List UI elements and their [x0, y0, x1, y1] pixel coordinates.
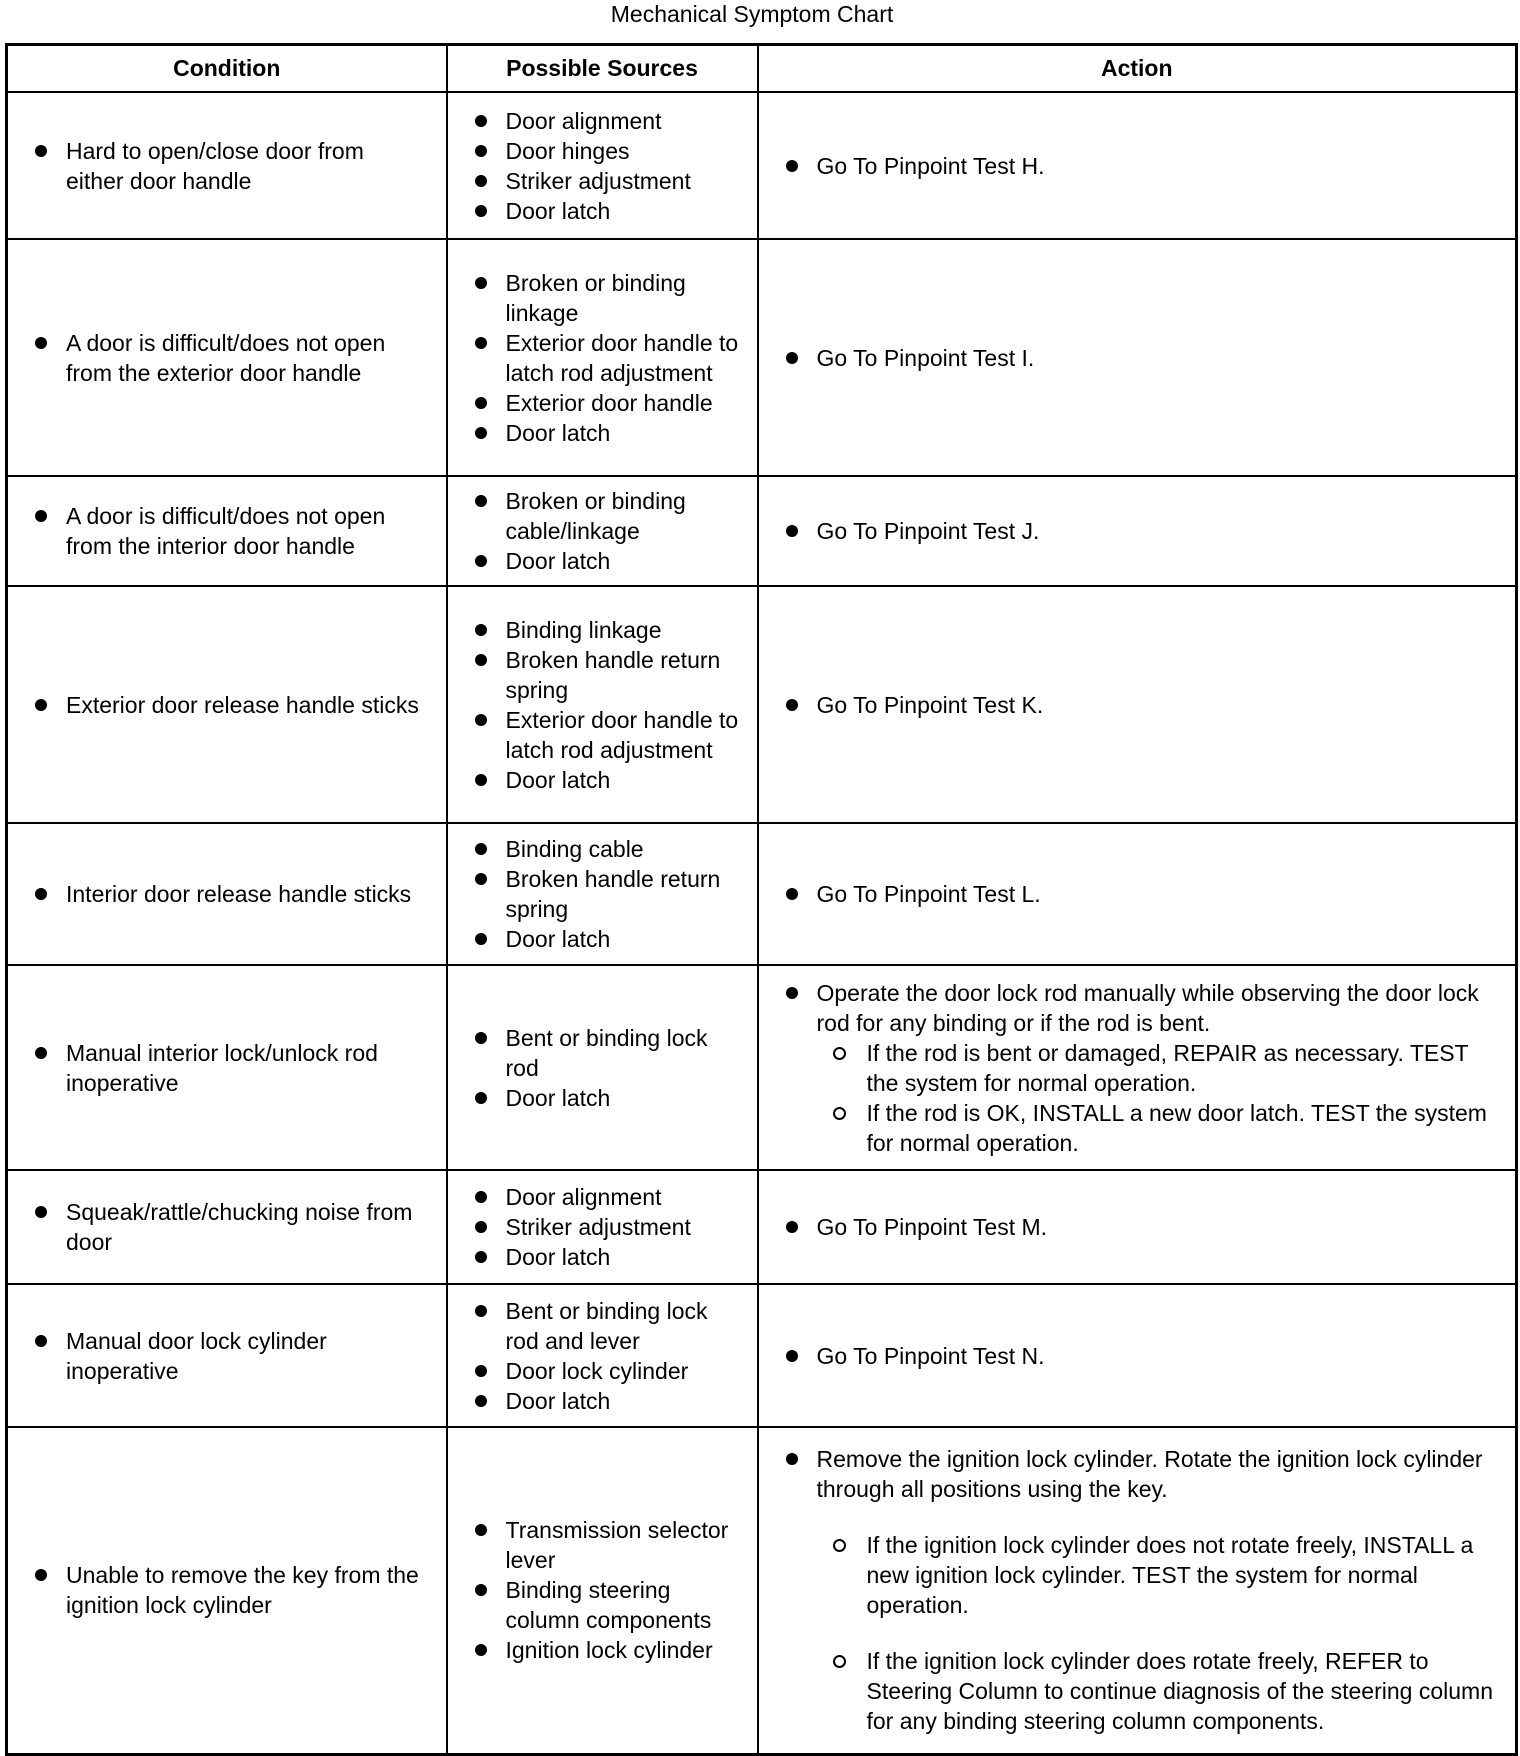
condition-cell [7, 586, 447, 823]
action-cell [758, 1427, 1517, 1754]
bullet-icon [35, 337, 47, 349]
bullet-icon [475, 654, 487, 666]
condition-text: Squeak/rattle/chucking noise from door [66, 1199, 413, 1255]
sub-bullet-icon [833, 1107, 846, 1120]
condition-text: Manual door lock cylinder inoperative [66, 1327, 327, 1384]
sources-cell [447, 586, 758, 823]
source-item: Striker adjustment [505, 1214, 691, 1240]
bullet-icon [35, 1047, 47, 1059]
bullet-icon [475, 1092, 487, 1104]
bullet-icon [475, 714, 487, 726]
bullet-icon [475, 774, 487, 786]
bullet-icon [786, 1453, 798, 1465]
table-row [7, 239, 1517, 476]
source-item: Broken or binding cable/linkage [505, 488, 686, 544]
action-text: Go To Pinpoint Test M. [816, 1214, 1048, 1240]
bullet-icon [475, 1251, 487, 1263]
source-item: Door alignment [505, 1184, 662, 1210]
source-item: Binding steering column components [505, 1577, 712, 1634]
action-text: Remove the ignition lock cylinder. Rotate the ignition lock cylinder through all positions using the key. [816, 1446, 1483, 1503]
bullet-icon [475, 555, 487, 567]
bullet-icon [475, 277, 487, 289]
bullet-icon [475, 495, 487, 507]
action-cell [758, 476, 1517, 586]
source-item: Door latch [505, 766, 611, 793]
condition-text: A door is difficult/does not open from the interior door handle [66, 503, 386, 559]
sub-action-text: If the ignition lock cylinder does rotate freely, REFER to Steering Column to continue diagnosis of the steering column for any binding steering column components. [866, 1648, 1493, 1735]
sources-cell [447, 1427, 758, 1754]
bullet-icon [475, 1395, 487, 1407]
source-item: Striker adjustment [505, 167, 691, 194]
condition-text: Hard to open/close door from either door handle [66, 137, 364, 194]
table-row [7, 92, 1517, 239]
bullet-icon [475, 115, 487, 127]
sub-bullet-icon [833, 1539, 846, 1552]
sources-cell [447, 476, 758, 586]
condition-cell [7, 823, 447, 965]
source-item: Door latch [505, 197, 611, 224]
condition-cell [7, 92, 447, 239]
sub-action-text: If the rod is OK, INSTALL a new door latch. TEST the system for normal operation. [866, 1099, 1487, 1156]
source-item: Door latch [505, 926, 611, 952]
table-row [7, 823, 1517, 965]
action-cell [758, 965, 1517, 1170]
sources-cell [447, 239, 758, 476]
sub-action-text: If the ignition lock cylinder does not rotate freely, INSTALL a new ignition lock cylinder. TEST the system for normal operation. [866, 1532, 1474, 1619]
source-item: Binding cable [505, 836, 644, 862]
bullet-icon [35, 699, 47, 711]
symptom-chart-table [5, 43, 1518, 1756]
bullet-icon [35, 510, 47, 522]
action-cell [758, 92, 1517, 239]
condition-cell [7, 965, 447, 1170]
sources-cell [447, 92, 758, 239]
sub-bullet-icon [833, 1655, 846, 1668]
bullet-icon [475, 397, 487, 409]
action-text: Go To Pinpoint Test J. [816, 518, 1040, 544]
action-cell [758, 1284, 1517, 1427]
source-item: Bent or binding lock rod [505, 1024, 708, 1081]
action-cell [758, 239, 1517, 476]
source-item: Exterior door handle to latch rod adjustment [505, 706, 739, 763]
bullet-icon [35, 1569, 47, 1581]
bullet-icon [475, 1365, 487, 1377]
condition-cell [7, 1284, 447, 1427]
action-text: Go To Pinpoint Test N. [816, 1342, 1045, 1369]
sub-bullet-icon [833, 1047, 846, 1060]
condition-cell [7, 239, 447, 476]
header-possible-sources: Possible Sources [447, 45, 758, 93]
bullet-icon [475, 175, 487, 187]
bullet-icon [786, 699, 798, 711]
bullet-icon [475, 1191, 487, 1203]
table-row [7, 1284, 1517, 1427]
bullet-icon [786, 1350, 798, 1362]
source-item: Broken handle return spring [505, 646, 721, 703]
bullet-icon [475, 1644, 487, 1656]
action-cell [758, 586, 1517, 823]
bullet-icon [35, 1206, 47, 1218]
bullet-icon [475, 843, 487, 855]
action-text: Go To Pinpoint Test K. [816, 691, 1044, 718]
action-text: Go To Pinpoint Test I. [816, 344, 1035, 371]
table-row [7, 1427, 1517, 1754]
source-item: Door hinges [505, 137, 630, 164]
source-item: Door alignment [505, 107, 662, 134]
table-row [7, 586, 1517, 823]
sources-cell [447, 1170, 758, 1284]
sub-action-text: If the rod is bent or damaged, REPAIR as necessary. TEST the system for normal operation. [866, 1039, 1469, 1096]
header-condition: Condition [7, 45, 447, 93]
header-row [7, 45, 1517, 93]
source-item: Exterior door handle to latch rod adjustment [505, 329, 739, 386]
bullet-icon [786, 888, 798, 900]
sources-cell [447, 1284, 758, 1427]
bullet-icon [786, 352, 798, 364]
source-item: Door latch [505, 1387, 611, 1414]
table-row [7, 476, 1517, 586]
source-item: Binding linkage [505, 616, 662, 643]
source-item: Door latch [505, 419, 611, 446]
condition-cell [7, 476, 447, 586]
condition-text: A door is difficult/does not open from the exterior door handle [66, 329, 386, 386]
source-item: Door lock cylinder [505, 1357, 689, 1384]
action-text: Operate the door lock rod manually while observing the door lock rod for any binding or if the rod is bent. [816, 979, 1479, 1036]
condition-cell [7, 1427, 447, 1754]
chart-title: Mechanical Symptom Chart [610, 1, 894, 27]
sources-cell [447, 823, 758, 965]
condition-text: Interior door release handle sticks [66, 881, 412, 907]
bullet-icon [786, 1221, 798, 1233]
source-item: Broken handle return spring [505, 866, 721, 922]
bullet-icon [786, 160, 798, 172]
table-row [7, 965, 1517, 1170]
action-text: Go To Pinpoint Test L. [816, 881, 1041, 907]
bullet-icon [475, 873, 487, 885]
bullet-icon [35, 145, 47, 157]
source-item: Door latch [505, 1084, 611, 1111]
bullet-icon [35, 1335, 47, 1347]
bullet-icon [35, 888, 47, 900]
bullet-icon [475, 427, 487, 439]
bullet-icon [475, 1524, 487, 1536]
bullet-icon [475, 1221, 487, 1233]
sources-cell [447, 965, 758, 1170]
action-cell [758, 1170, 1517, 1284]
action-text: Go To Pinpoint Test H. [816, 152, 1045, 179]
condition-cell [7, 1170, 447, 1284]
source-item: Ignition lock cylinder [505, 1637, 713, 1664]
bullet-icon [475, 933, 487, 945]
bullet-icon [475, 1584, 487, 1596]
bullet-icon [475, 337, 487, 349]
source-item: Transmission selector lever [505, 1517, 729, 1574]
condition-text: Manual interior lock/unlock rod inoperative [66, 1039, 378, 1096]
bullet-icon [475, 1032, 487, 1044]
source-item: Exterior door handle [505, 389, 713, 416]
condition-text: Unable to remove the key from the ignition lock cylinder [66, 1562, 419, 1619]
bullet-icon [786, 987, 798, 999]
bullet-icon [475, 1305, 487, 1317]
source-item: Door latch [505, 1244, 611, 1270]
bullet-icon [786, 525, 798, 537]
action-cell [758, 823, 1517, 965]
bullet-icon [475, 624, 487, 636]
source-item: Door latch [505, 548, 611, 574]
header-action: Action [758, 45, 1517, 93]
source-item: Bent or binding lock rod and lever [505, 1297, 708, 1354]
bullet-icon [475, 145, 487, 157]
condition-text: Exterior door release handle sticks [66, 691, 419, 718]
table-row [7, 1170, 1517, 1284]
bullet-icon [475, 205, 487, 217]
source-item: Broken or binding linkage [505, 269, 686, 326]
